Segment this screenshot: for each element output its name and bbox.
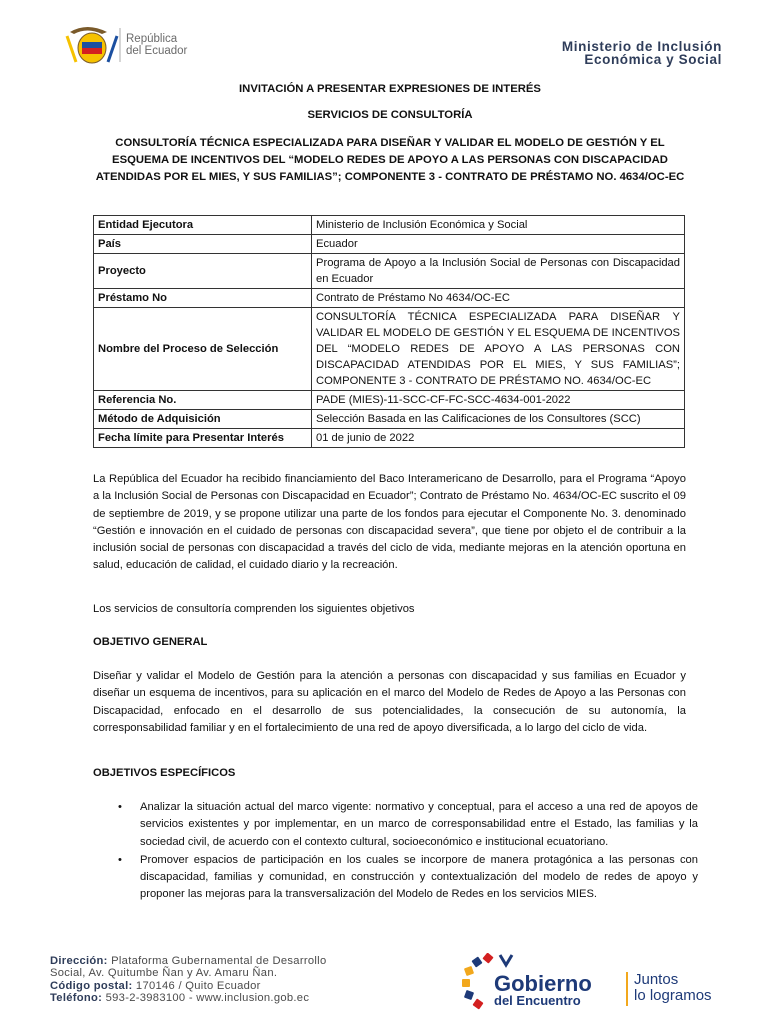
gobierno-text: Gobierno del Encuentro bbox=[494, 971, 592, 1008]
table-value: 01 de junio de 2022 bbox=[312, 429, 685, 448]
general-objective-text: Diseñar y validar el Modelo de Gestión para la atención a personas con discapacidad y sus familias en Ecuador y diseñar un esquema de incentivos, para su aplicación en el marco del Modelo de Redes de Apoyo a las Personas con Discapacidad, enfocado en el desarrollo de sus potencialidades, la consecución de su autonomía, la corresponsabilidad familiar y en el fortalecimiento de una red de apoyo diversificada, a lo largo del ciclo de vida. bbox=[93, 670, 686, 734]
republica-text: República del Ecuador bbox=[126, 33, 188, 57]
table-row bbox=[94, 216, 685, 235]
table-key: Nombre del Proceso de Selección bbox=[94, 308, 312, 391]
process-info-table bbox=[93, 215, 685, 448]
table-value: Ministerio de Inclusión Económica y Social bbox=[312, 216, 685, 235]
intro-paragraph: La República del Ecuador ha recibido financiamiento del Baco Interamericano de Desarrollo, para el Programa “Apoyo a la Inclusión Social de Personas con Discapacidad en Ecuador”; Contrato de Préstamo No. 4634/OC-EC suscrito el 09 de septiembre de 2019, y se propone utilizar una parte de los fondos para ejecutar el Componente No. 3. denominado “Gestión e innovación en el cuidado de personas con discapacidad severa”, que tiene por objeto el de contribuir a la inclusión social de personas con discapacidad a través del ciclo de vida, mediante mejoras en la atención oportuna en salud, educación de calidad, el cuidado diario y la recreación. bbox=[93, 473, 686, 572]
invitation-title: INVITACIÓN A PRESENTAR EXPRESIONES DE INTERÉS bbox=[239, 83, 541, 95]
table-value: Contrato de Préstamo No 4634/OC-EC bbox=[312, 289, 685, 308]
table-key: Fecha límite para Presentar Interés bbox=[94, 429, 312, 448]
bullet-icon: • bbox=[118, 801, 122, 813]
table-row bbox=[94, 235, 685, 254]
table-row bbox=[94, 254, 685, 289]
services-title: SERVICIOS DE CONSULTORÍA bbox=[307, 109, 473, 121]
list-item-text: Promover espacios de participación en los cuales se incorpore de manera protagónica a las personas con discapacidad, familias y comunidad, en construcción y contextualización del modelo de redes de apoyo y proponer las mejoras para la transversalización del Modelo de Redes en los servicios MIES. bbox=[140, 853, 698, 901]
ministry-name: Ministerio de Inclusión Económica y Social bbox=[561, 39, 722, 67]
table-value: Ecuador bbox=[312, 235, 685, 254]
list-item-text: Analizar la situación actual del marco vigente: normativo y conceptual, para el acceso a una red de apoyos de servicios existentes y por implementar, en un marco de corresponsabilidad entre el Estado, las familias y la sociedad civil, de acuerdo con el contexto cultural, socioeconómico e institucional ecuatoriano. bbox=[140, 801, 698, 848]
table-key: Método de Adquisición bbox=[94, 410, 312, 429]
table-key: Referencia No. bbox=[94, 391, 312, 410]
table-key: País bbox=[94, 235, 312, 254]
footer-address: Dirección: Plataforma Gubernamental de Desarrollo Social, Av. Quitumbe Ñan y Av. Amaru Ñan. Código postal: 170146 / Quito Ecuador Teléfono: 593-2-3983100 - www.inclusion.gob.ec bbox=[50, 955, 327, 1005]
general-objective-heading: OBJETIVO GENERAL bbox=[93, 636, 208, 648]
table-key: Préstamo No bbox=[94, 289, 312, 308]
table-value: PADE (MIES)-11-SCC-CF-FC-SCC-4634-001-2022 bbox=[312, 391, 685, 410]
juntos-slogan: Juntos lo logramos bbox=[634, 971, 712, 1004]
table-row bbox=[94, 410, 685, 429]
list-item bbox=[93, 852, 698, 904]
consultancy-title: CONSULTORÍA TÉCNICA ESPECIALIZADA PARA DISEÑAR Y VALIDAR EL MODELO DE GESTIÓN Y EL ESQUEMA DE INCENTIVOS DEL “MODELO REDES DE APOYO A LAS PERSONAS CON DISCAPACIDAD ATENDIDAS POR EL MIES, Y SUS FAMILIAS”; COMPONENTE 3 - CONTRATO DE PRÉSTAMO NO. 4634/OC-EC bbox=[95, 137, 685, 183]
table-key: Proyecto bbox=[94, 254, 312, 289]
logo-divider bbox=[626, 972, 628, 1006]
table-value: Selección Basada en las Calificaciones de los Consultores (SCC) bbox=[312, 410, 685, 429]
specific-objectives-heading: OBJETIVOS ESPECÍFICOS bbox=[93, 767, 236, 779]
bullet-icon: • bbox=[118, 853, 122, 866]
table-value: Programa de Apoyo a la Inclusión Social de Personas con Discapacidad en Ecuador bbox=[312, 254, 685, 289]
table-row bbox=[94, 308, 685, 391]
table-row bbox=[94, 429, 685, 448]
table-key: Entidad Ejecutora bbox=[94, 216, 312, 235]
specific-objectives-list bbox=[93, 799, 698, 905]
table-row bbox=[94, 391, 685, 410]
list-item bbox=[93, 799, 698, 851]
services-paragraph: Los servicios de consultoría comprenden los siguientes objetivos bbox=[93, 603, 415, 615]
table-value: CONSULTORÍA TÉCNICA ESPECIALIZADA PARA DISEÑAR Y VALIDAR EL MODELO DE GESTIÓN Y EL ESQUEMA DE INCENTIVOS DEL “MODELO REDES DE APOYO A LAS PERSONAS CON DISCAPACIDAD ATENDIDAS POR EL MIES, Y SUS FAMILIAS”; COMPONENTE 3 - CONTRATO DE PRÉSTAMO NO. 4634/OC-EC bbox=[312, 308, 685, 391]
table-row bbox=[94, 289, 685, 308]
